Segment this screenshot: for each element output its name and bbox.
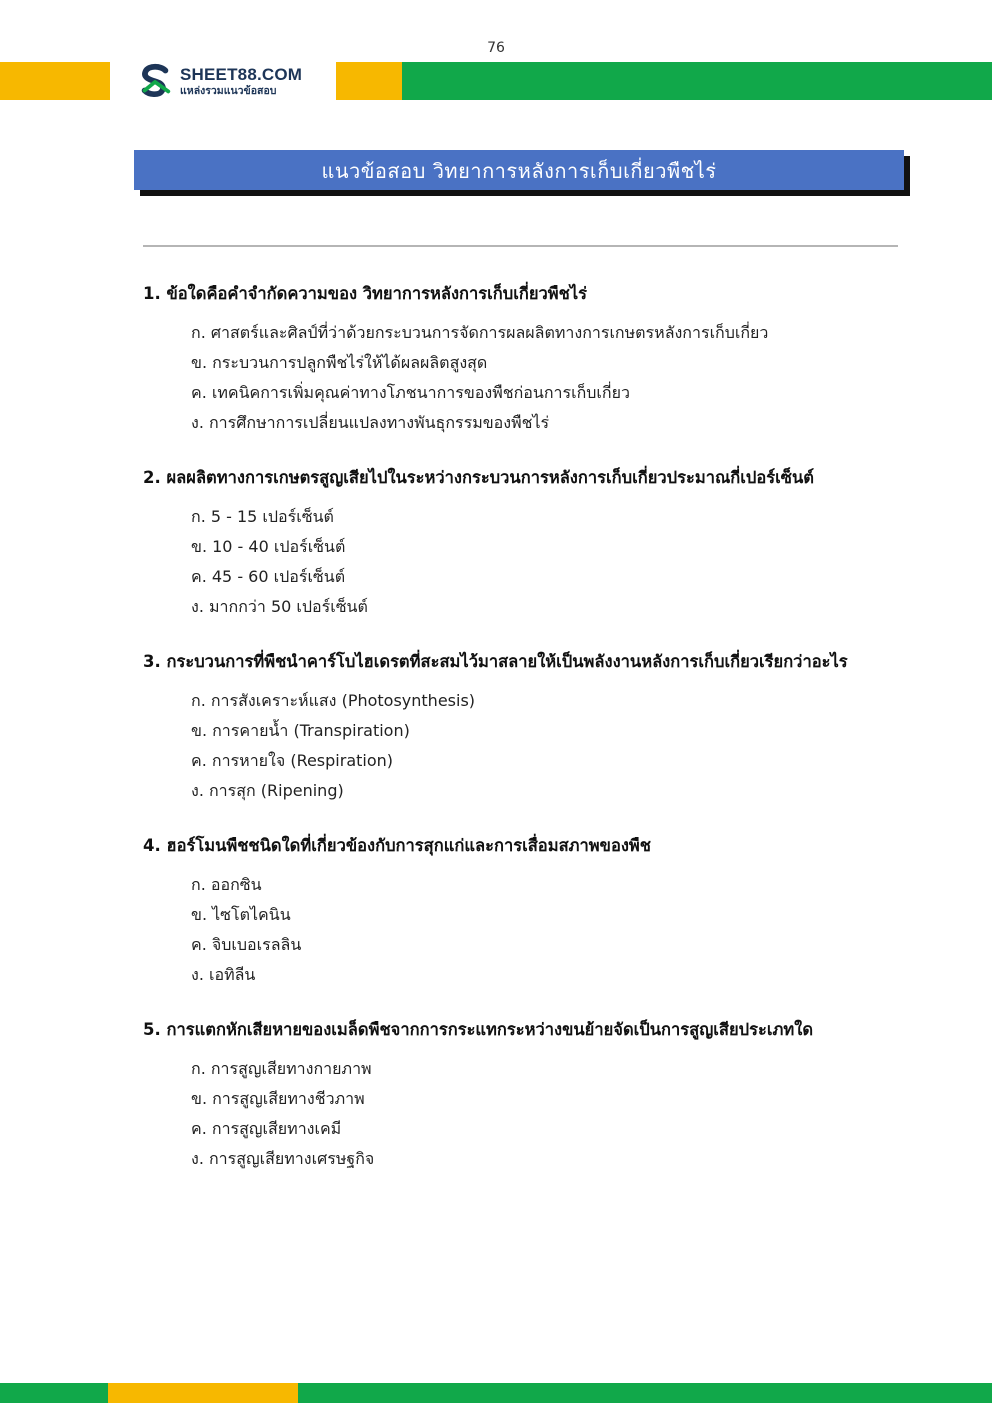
question-2: [143, 466, 943, 622]
header-band-green: [402, 62, 992, 100]
question-1: [143, 282, 943, 438]
page-number: 76: [487, 40, 505, 56]
option-d: ง. เอทิลีน: [191, 965, 256, 984]
option-b: ข. 10 - 40 เปอร์เซ็นต์: [191, 537, 346, 556]
question-list: [143, 282, 943, 1202]
option-a: ก. การสังเคราะห์แสง (Photosynthesis): [191, 691, 476, 710]
question-5: [143, 1018, 943, 1174]
option-d: ง. มากกว่า 50 เปอร์เซ็นต์: [191, 597, 368, 616]
question-text: 1. ข้อใดคือคำจำกัดความของ วิทยาการหลังการเก็บเกี่ยวพืชไร่: [143, 284, 588, 303]
option-a: ก. การสูญเสียทางกายภาพ: [191, 1059, 372, 1078]
question-text: 3. กระบวนการที่พืชนำคาร์โบไฮเดรตที่สะสมไว้มาสลายให้เป็นพลังงานหลังการเก็บเกี่ยวเรียกว่าอะไร: [143, 652, 848, 671]
option-b: ข. ไซโตไคนิน: [191, 905, 291, 924]
question-text: 5. การแตกหักเสียหายของเมล็ดพืชจากการกระแทกระหว่างขนย้ายจัดเป็นการสูญเสียประเภทใด: [143, 1020, 814, 1039]
option-a: ก. 5 - 15 เปอร์เซ็นต์: [191, 507, 334, 526]
header-band-yellow-right: [336, 62, 402, 100]
divider: [143, 245, 898, 247]
page-title: แนวข้อสอบ วิทยาการหลังการเก็บเกี่ยวพืชไร่: [134, 150, 904, 190]
footer-band-yellow: [108, 1383, 298, 1403]
option-a: ก. ออกซิน: [191, 875, 262, 894]
option-c: ค. 45 - 60 เปอร์เซ็นต์: [191, 567, 346, 586]
option-a: ก. ศาสตร์และศิลป์ที่ว่าด้วยกระบวนการจัดการผลผลิตทางการเกษตรหลังการเก็บเกี่ยว: [191, 323, 769, 342]
option-b: ข. กระบวนการปลูกพืชไร่ให้ได้ผลผลิตสูงสุด: [191, 353, 488, 372]
site-logo[interactable]: [136, 62, 302, 100]
footer-band-green-right: [298, 1383, 992, 1403]
logo-name: SHEET88.COM: [180, 64, 303, 84]
logo-tagline: แหล่งรวมแนวข้อสอบ: [180, 84, 277, 97]
option-b: ข. การสูญเสียทางชีวภาพ: [191, 1089, 365, 1108]
footer-band-green-left: [0, 1383, 108, 1403]
option-d: ง. การสุก (Ripening): [191, 781, 344, 800]
option-c: ค. เทคนิคการเพิ่มคุณค่าทางโภชนาการของพืชก่อนการเก็บเกี่ยว: [191, 383, 630, 402]
s-logo-icon: [136, 62, 174, 100]
option-d: ง. การสูญเสียทางเศรษฐกิจ: [191, 1149, 375, 1168]
option-c: ค. จิบเบอเรลลิน: [191, 935, 302, 954]
option-b: ข. การคายน้ำ (Transpiration): [191, 721, 410, 740]
question-text: 4. ฮอร์โมนพืชชนิดใดที่เกี่ยวข้องกับการสุกแก่และการเสื่อมสภาพของพืช: [143, 836, 651, 855]
option-d: ง. การศึกษาการเปลี่ยนแปลงทางพันธุกรรมของพืชไร่: [191, 413, 550, 432]
question-text: 2. ผลผลิตทางการเกษตรสูญเสียไปในระหว่างกระบวนการหลังการเก็บเกี่ยวประมาณกี่เปอร์เซ็นต์: [143, 468, 815, 487]
question-4: [143, 834, 943, 990]
option-c: ค. การหายใจ (Respiration): [191, 751, 394, 770]
question-3: [143, 650, 943, 806]
header-band-yellow-left: [0, 62, 110, 100]
option-c: ค. การสูญเสียทางเคมี: [191, 1119, 342, 1138]
